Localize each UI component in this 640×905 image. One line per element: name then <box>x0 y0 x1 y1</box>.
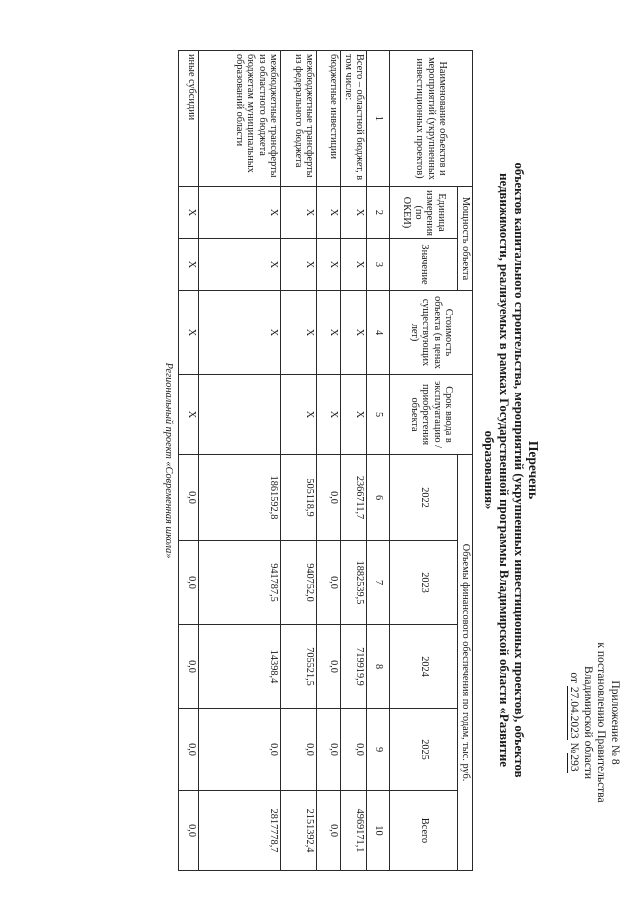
annex-date-line <box>567 615 581 830</box>
row-deadline: Х <box>179 375 199 455</box>
col-number: 8 <box>367 625 390 709</box>
header-2023: 2023 <box>390 541 458 625</box>
table-row <box>199 51 281 871</box>
row-value: Х <box>199 239 281 291</box>
annex-reference: к постановлению Правительства <box>595 642 608 803</box>
row-name: межбюджетные трансферты из областного бюджета бюджетам муниципальных образований области <box>199 51 281 187</box>
row-deadline <box>199 375 281 455</box>
subtitle-row <box>162 51 179 871</box>
table-header-row-1 <box>458 51 473 871</box>
row-unit: Х <box>199 187 281 239</box>
row-name: бюджетные инвестиции <box>317 51 341 187</box>
header-2024: 2024 <box>390 625 458 709</box>
row-2022: 0,0 <box>317 455 341 541</box>
header-name: Наименование объектов и мероприятий (укрупненных инвестиционных проектов) <box>390 51 473 187</box>
col-number: 9 <box>367 709 390 791</box>
header-2022: 2022 <box>390 455 458 541</box>
number-prefix: № <box>568 742 581 754</box>
row-name: Всего – областной бюджет, в том числе: <box>341 51 367 187</box>
row-2022: 0,0 <box>179 455 199 541</box>
row-2025: 0,0 <box>199 709 281 791</box>
row-2023: 941787,5 <box>199 541 281 625</box>
annex-block <box>567 615 621 830</box>
table-row <box>281 51 317 871</box>
row-value: Х <box>281 239 317 291</box>
header-total: Всего <box>390 791 458 871</box>
row-total: 0,0 <box>317 791 341 871</box>
annex-doc-number: 293 <box>568 754 581 772</box>
row-2024: 0,0 <box>317 625 341 709</box>
regional-project-subtitle: Региональный проект «Современная школа» <box>162 51 179 871</box>
title-line-3: образования» <box>482 430 496 510</box>
objects-table <box>162 50 473 871</box>
row-total: 2817778,7 <box>199 791 281 871</box>
row-cost: Х <box>179 291 199 375</box>
col-number: 3 <box>367 239 390 291</box>
col-number: 1 <box>367 51 390 187</box>
header-value: Значение <box>390 239 458 291</box>
row-2025: 0,0 <box>341 709 367 791</box>
row-deadline: Х <box>317 375 341 455</box>
title-heading: Перечень <box>526 440 541 500</box>
row-2023: 0,0 <box>317 541 341 625</box>
row-value: Х <box>179 239 199 291</box>
header-deadline: Срок ввода в эксплуатацию /приобретения объекта <box>390 375 473 455</box>
header-2025: 2025 <box>390 709 458 791</box>
row-2023: 0,0 <box>179 541 199 625</box>
row-cost: Х <box>199 291 281 375</box>
row-2025: 0,0 <box>281 709 317 791</box>
row-deadline: Х <box>281 375 317 455</box>
row-unit: Х <box>317 187 341 239</box>
header-unit: Единица измерения (по ОКЕИ) <box>390 187 458 239</box>
table-row <box>179 51 199 871</box>
row-cost: Х <box>281 291 317 375</box>
title-line-2: недвижимости, реализуемых в рамках Государственной программы Владимирской области «Развитие <box>497 173 511 767</box>
row-unit: Х <box>341 187 367 239</box>
row-unit: Х <box>281 187 317 239</box>
row-value: Х <box>341 239 367 291</box>
table-row <box>317 51 341 871</box>
row-cost: Х <box>317 291 341 375</box>
column-numbers-row <box>367 51 390 871</box>
row-2024: 14398,4 <box>199 625 281 709</box>
row-total: 2151392,4 <box>281 791 317 871</box>
annex-date: 27.04.2023 <box>568 686 581 739</box>
row-2025: 0,0 <box>317 709 341 791</box>
title-line-1: объектов капитального строительства, мероприятий (укрупненных инвестиционных проектов), объектов <box>512 162 526 778</box>
col-number: 6 <box>367 455 390 541</box>
row-deadline: Х <box>341 375 367 455</box>
row-2022: 2366711,7 <box>341 455 367 541</box>
row-total: 4969171,1 <box>341 791 367 871</box>
col-number: 10 <box>367 791 390 871</box>
header-cost: Стоимость объекта (в ценах существующих лет) <box>390 291 473 375</box>
row-name: иные субсидии <box>179 51 199 187</box>
col-number: 2 <box>367 187 390 239</box>
row-value: Х <box>317 239 341 291</box>
row-2023: 1882539,5 <box>341 541 367 625</box>
row-2024: 719919,9 <box>341 625 367 709</box>
row-name: межбюджетные трансферты из федерального бюджета <box>281 51 317 187</box>
header-capacity: Мощность объекта <box>458 187 473 291</box>
table-row <box>341 51 367 871</box>
row-2024: 705521,5 <box>281 625 317 709</box>
col-number: 5 <box>367 375 390 455</box>
document-title <box>481 80 541 860</box>
col-number: 7 <box>367 541 390 625</box>
row-2023: 940752,0 <box>281 541 317 625</box>
header-funding: Объемы финансового обеспечения по годам, тыс. руб. <box>458 455 473 871</box>
annex-region: Владимирской области <box>582 665 594 780</box>
col-number: 4 <box>367 291 390 375</box>
row-unit: Х <box>179 187 199 239</box>
row-2022: 505118,9 <box>281 455 317 541</box>
row-2024: 0,0 <box>179 625 199 709</box>
row-2022: 1861592,8 <box>199 455 281 541</box>
date-prefix: от <box>568 672 581 683</box>
annex-number: Приложение № 8 <box>609 680 621 765</box>
row-cost: Х <box>341 291 367 375</box>
row-2025: 0,0 <box>179 709 199 791</box>
rotated-content <box>10 20 625 885</box>
row-total: 0,0 <box>179 791 199 871</box>
